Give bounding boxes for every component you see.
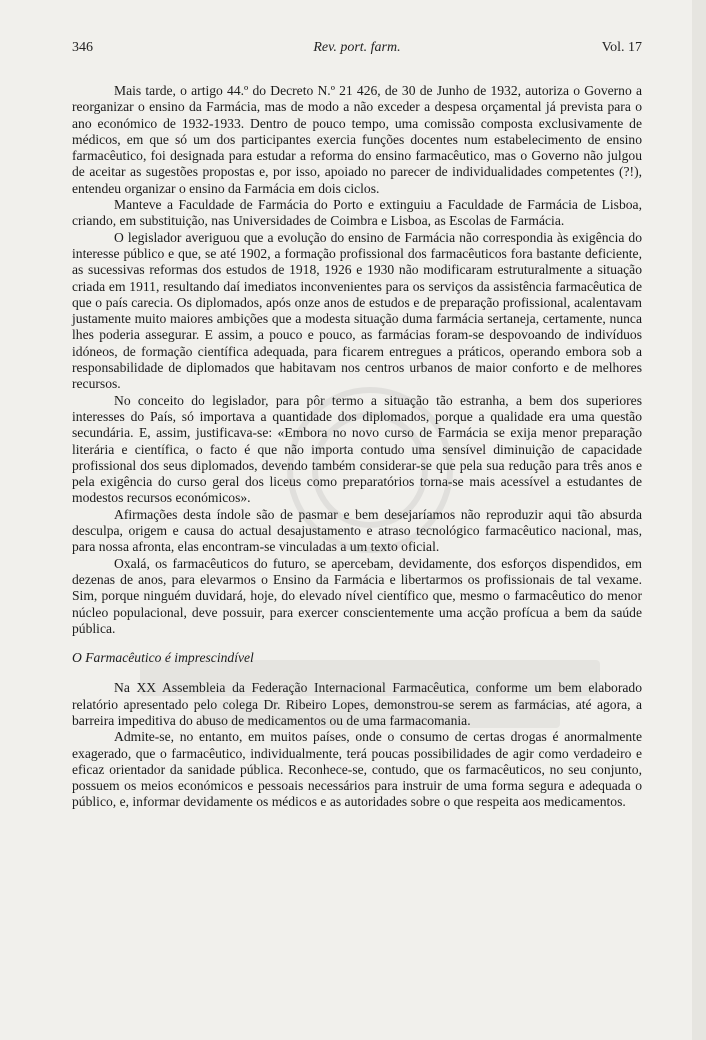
paragraph: No conceito do legislador, para pôr termo a situação tão estranha, a bem dos superiores interesses do País, só importava a quantidade dos diplomados, porque a qualidade era uma questão secundária. E, assim, justificava-se: «Embora no novo curso de Farmácia se exija menor preparação literária e científica, o facto é que não importa contudo uma sensível diminuição de capacidade profissional dos seus diplomados, devendo também considerar-se que pela sua redução para três anos e pela exigência do curso geral dos liceus como preparatórios torna-se mais acessível a estudantes de modestos recursos económicos».: [72, 392, 642, 506]
volume-label: Vol. 17: [601, 40, 642, 55]
paragraph: Afirmações desta índole são de pasmar e bem desejaríamos não reproduzir aqui tão absurda desculpa, origem e causa do actual desajustamento e atraso tecnológico farmacêutico nacional, mas, para nossa afronta, elas encontram-se vinculadas a um texto oficial.: [72, 506, 642, 555]
paragraph: Na XX Assembleia da Federação Internacional Farmacêutica, conforme um bem elaborado relatório apresentado pelo colega Dr. Ribeiro Lopes, demonstrou-se serem as farmácias, até agora, a barreira impeditiva do abuso de medicamentos ou de uma farmacomania.: [72, 680, 642, 728]
article-body: [72, 83, 642, 811]
paragraph: Oxalá, os farmacêuticos do futuro, se apercebam, devidamente, dos esforços dispendidos, em dezenas de anos, para elevarmos o Ensino da Farmácia e libertarmos os profissionais de tal vexame. Sim, porque ninguém duvidará, hoje, do elevado nível científico que, mesmo o farmacêutico do menor núcleo populacional, deve possuir, para exercer conscientemente uma acção profícua a bem da saúde pública.: [72, 555, 642, 636]
section-heading: O Farmacêutico é imprescindível: [72, 650, 254, 666]
page-number: 346: [72, 40, 93, 55]
journal-title: Rev. port. farm.: [313, 40, 401, 55]
running-header: [72, 40, 642, 60]
paragraph: Manteve a Faculdade de Farmácia do Porto e extinguiu a Faculdade de Farmácia de Lisboa, criando, em substituição, nas Universidades de Coimbra e Lisboa, as Escolas de Farmácia.: [72, 197, 642, 229]
paragraph: O legislador averiguou que a evolução do ensino de Farmácia não correspondia às exigência do interesse público e que, se até 1902, a formação profissional dos farmacêuticos fora bastante deficiente, as sucessivas reformas dos estudos de 1918, 1926 e 1930 não modificaram estruturalmente a situação criada em 1911, resultando daí imediatos inconvenientes para os serviços da assistência farmacêutica de que o país carecia. Os diplomados, após onze anos de estudos e de preparação profissional, acalentavam justamente muito maiores ambições que a modesta situação duma farmácia sertaneja, certamente, nunca lhes poderia assegurar. E assim, a pouco e pouco, as farmácias foram-se despovoando de indivíduos idóneos, de formação científica adequada, para ficarem entregues a práticos, operando embora sob a responsabilidade de diplomados que habitavam nos centros urbanos de maior conforto e de melhores recursos.: [72, 229, 642, 392]
paragraph: Mais tarde, o artigo 44.º do Decreto N.º 21 426, de 30 de Junho de 1932, autoriza o Governo a reorganizar o ensino da Farmácia, mas de modo a não exceder a despesa orçamental já prevista para o ano económico de 1932-1933. Dentro de pouco tempo, uma comissão composta exclusivamente de médicos, em que só um dos participantes exercia funções docentes num estabelecimento de ensino farmacêutico, foi designada para estudar a reforma do ensino farmacêutico, mas o Governo não julgou de aceitar as sugestões propostas e, por isso, apoiado no parecer de individualidades competentes (?!), entendeu organizar o ensino da Farmácia em dois ciclos.: [72, 83, 642, 196]
paragraph: Admite-se, no entanto, em muitos países, onde o consumo de certas drogas é anormalmente exagerado, que o farmacêutico, individualmente, terá poucas possibilidades de agir como verdadeiro e eficaz orientador da sanidade pública. Reconhece-se, contudo, que os farmacêuticos, no seu conjunto, possuem os meios económicos e pessoais necessários para instruir de uma forma segura e adequada o público, e, informar devidamente os médicos e as autoridades sobre o que respeita aos medicamentos.: [72, 729, 642, 810]
